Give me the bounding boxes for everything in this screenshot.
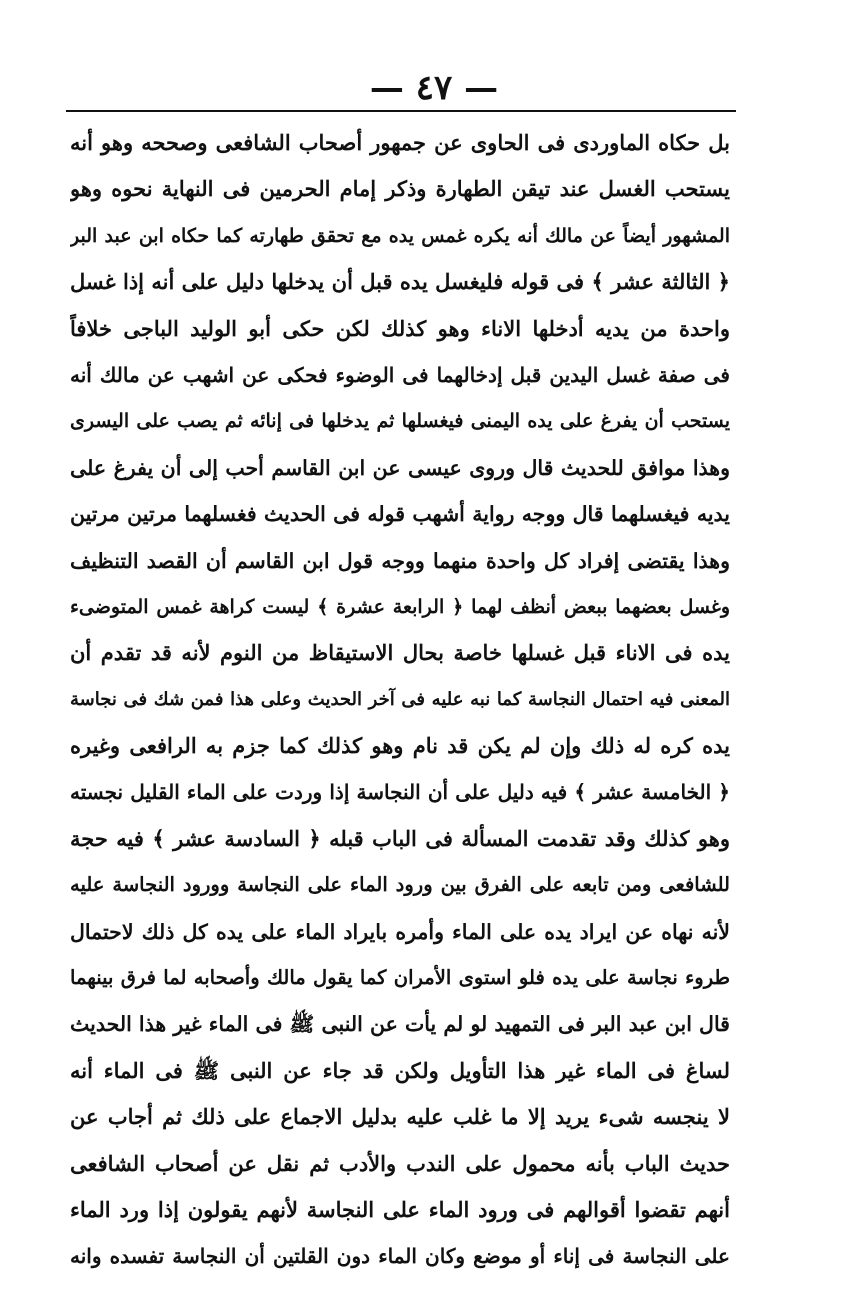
text-line: لساغ فى الماء غير هذا التأويل ولكن قد جاء عن النبى ﷺ فى الماء أنه — [70, 1057, 730, 1083]
text-line: وغسل بعضهما ببعض أنظف لهما ﴿ الرابعة عشرة ﴾ ليست كراهة غمس المتوضىء — [70, 595, 730, 618]
text-line: لا ينجسه شىء يريد إلا ما غلب عليه بدليل الاجماع على ذلك ثم أجاب عن — [70, 1104, 730, 1130]
text-line: قال ابن عبد البر فى التمهيد لو لم يأت عن النبى ﷺ فى الماء غير هذا الحديث — [70, 1012, 730, 1037]
text-line: حديث الباب بأنه محمول على الندب والأدب ثم نقل عن أصحاب الشافعى — [70, 1150, 730, 1176]
text-line: المشهور أيضاً عن مالك أنه يكره غمس يده مع تحقق طهارته كما حكاه ابن عبد البر — [70, 224, 730, 247]
text-line: يديه فيغسلهما قال ووجه رواية أشهب قوله فى الحديث فغسلهما مرتين مرتين — [70, 502, 730, 527]
text-line: للشافعى ومن تابعه على الفرق بين ورود الماء على النجاسة وورود النجاسة عليه — [70, 873, 730, 897]
text-line: وهذا يقتضى إفراد كل واحدة منهما ووجه قول ابن القاسم أن القصد التنظيف — [70, 548, 730, 573]
text-line: يستحب الغسل عند تيقن الطهارة وذكر إمام الحرمين فى النهاية نحوه وهو — [70, 176, 730, 202]
text-line: فى صفة غسل اليدين قبل إدخالهما فى الوضوء فحكى عن اشهب عن مالك أنه — [70, 362, 730, 387]
text-line: المعنى فيه احتمال النجاسة كما نبه عليه فى آخر الحديث وعلى هذا فمن شك فى نجاسة — [70, 688, 730, 710]
text-line: وهذا موافق للحديث قال وروى عيسى عن ابن القاسم أحب إلى أن يفرغ على — [70, 455, 730, 480]
text-line: على النجاسة فى إناء أو موضع وكان الماء دون القلتين أن النجاسة تفسده وانه — [70, 1244, 730, 1269]
text-line: يده كره له ذلك وإن لم يكن قد نام وهو كذلك كما جزم به الرافعى وغيره — [70, 733, 730, 759]
text-line: يده فى الاناء قبل غسلها خاصة بحال الاستيقاظ من النوم لأنه قد تقدم أن — [70, 640, 730, 666]
page-number: — ٤٧ — — [369, 68, 499, 108]
text-line: ﴿ الخامسة عشر ﴾ فيه دليل على أن النجاسة إذا وردت على الماء القليل نجسته — [70, 780, 730, 805]
body-text — [70, 120, 730, 1280]
header-rule — [66, 110, 736, 112]
text-line: وهو كذلك وقد تقدمت المسألة فى الباب قبله ﴿ السادسة عشر ﴾ فيه حجة — [70, 825, 730, 851]
text-line: طروء نجاسة على يده فلو استوى الأمران كما يقول مالك وأصحابه لما فرق بينهما — [70, 966, 730, 990]
text-line: يستحب أن يفرغ على يده اليمنى فيغسلها ثم يدخلها فى إنائه ثم يصب على اليسرى — [70, 410, 730, 433]
text-line: ﴿ الثالثة عشر ﴾ فى قوله فليغسل يده قبل أن يدخلها دليل على أنه إذا غسل — [70, 269, 730, 295]
text-line: لأنه نهاه عن ايراد يده على الماء وأمره بايراد الماء على يده كل ذلك لاحتمال — [70, 919, 730, 944]
text-line: بل حكاه الماوردى فى الحاوى عن جمهور أصحاب الشافعى وصححه وهو أنه — [70, 130, 730, 155]
text-line: واحدة من يديه أدخلها الاناء وهو كذلك لكن حكى أبو الوليد الباجى خلافاً — [70, 315, 730, 341]
text-line: أنهم تقضوا أقوالهم فى ورود الماء على النجاسة لأنهم يقولون إذا ورد الماء — [70, 1196, 730, 1222]
